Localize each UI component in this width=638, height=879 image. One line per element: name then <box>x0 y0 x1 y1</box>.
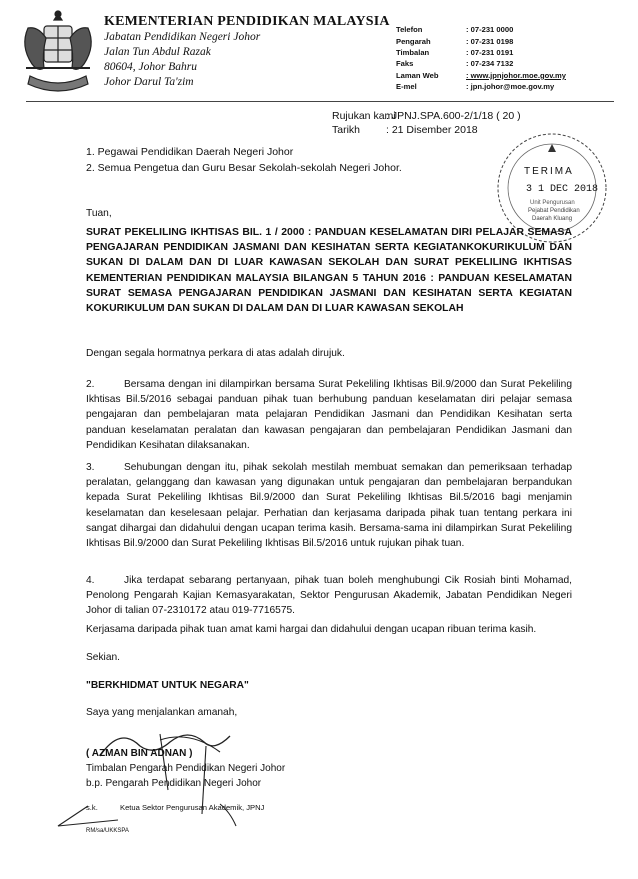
signatory-name: ( AZMAN BIN ADNAN ) <box>86 748 193 759</box>
letterhead-address <box>104 14 390 90</box>
paragraph-number: 4. <box>86 575 95 586</box>
website-link[interactable]: : www.jpnjohor.moe.gov.my <box>466 70 566 80</box>
date-value: : 21 Disember 2018 <box>386 124 478 136</box>
contact-value: : 07-231 0000 <box>466 25 514 35</box>
cc-value: Ketua Sektor Pengurusan Akademik, JPNJ <box>120 803 265 812</box>
contact-value: : 07-234 7132 <box>466 59 514 69</box>
paragraph-text: Bersama dengan ini dilampirkan bersama Surat Pekeliling Ikhtisas Bil.9/2000 dan Surat Pekeliling Ikhtisas Bil.5/2016 sebagai panduan pihak tuan berhubung panduan keselamatan diri pelajar semasa pengajaran dan pembelajaran mata pelajaran Pendidikan Jasmani dan Pendidikan Kesihatan serta panduan keselamatan peralatan dan kawasan pengajaran dan pembelajaran Pendidikan Jasmani dan Pendidikan Kesihatan dilaksanakan. <box>86 379 572 451</box>
stamp-line: Pejabat Pendidikan <box>528 208 580 214</box>
salutation: Tuan, <box>86 208 112 219</box>
paragraph-number: 2. <box>86 379 95 390</box>
contact-label: Pengarah <box>396 36 431 46</box>
paragraph-text: Sehubungan dengan itu, pihak sekolah mestilah membuat semakan dan pemeriksaan terhadap peralatan, gelanggang dan kawasan yang digunakan untuk pengajaran dan pembelajaran berpandukan kepada Surat Pekeliling Ikhtisas Bil.9/2000 dan Surat Pekeliling Ikhtisas Bil.5/2016 bagi menjamin keselamatan dan keselesaan pelajar. Perhatian dan kerjasama daripada pihak tuan tentang perkara ini sangat dihargai dan didahului dengan ucapan terima kasih. Bersama-sama ini dilampirkan Surat Pekeliling Ikhtisas Bil.9/2000 dan Surat Pekeliling Ikhtisas Bil.5/2016 untuk rujukan pihak tuan. <box>86 462 572 550</box>
opening-line: Dengan segala hormatnya perkara di atas adalah dirujuk. <box>86 348 345 359</box>
address-line: 80604, Johor Bahru <box>104 61 197 73</box>
subject-heading: SURAT PEKELILING IKHTISAS BIL. 1 / 2000 : PANDUAN KESELAMATAN DIRI PELAJAR SEMASA PENGAJARAN PENDIDIKAN JASMANI DAN KESIHATAN SERTA KEGIATANKOKURIKULUM DAN SUKAN DI DALAM DAN DI LUAR KAWASAN SEKOLAH DAN SURAT PEKELILING IKHTISAS KEMENTERIAN PENDIDIKAN MALAYSIA BILANGAN 5 TAHUN 2016 : PANDUAN KESELAMATAN SURAT SEMASA PENGAJARAN PENDIDIKAN JASMANI DAN KESIHATAN SERTA KEGIATAN KOKURIKULUM DAN SUKAN DI DALAM DAN DI LUAR KAWASAN SEKOLAH <box>86 227 572 315</box>
address-line: Jabatan Pendidikan Negeri Johor <box>104 31 261 43</box>
contact-label: Timbalan <box>396 47 430 57</box>
reference-line <box>332 110 521 122</box>
paragraph-4 <box>86 573 572 619</box>
contact-value: : 07-231 0198 <box>466 36 514 46</box>
contact-label: E-mel <box>396 82 417 92</box>
closing-line: Kerjasama daripada pihak tuan amat kami hargai dan didahului dengan ucapan ribuan terima kasih. <box>86 624 537 635</box>
contact-label: Laman Web <box>396 70 439 80</box>
signatory-title: b.p. Pengarah Pendidikan Negeri Johor <box>86 778 262 789</box>
recipient-item: 2. Semua Pengetua dan Guru Besar Sekolah-sekolah Negeri Johor. <box>86 162 402 174</box>
email-link[interactable]: : jpn.johor@moe.gov.my <box>466 82 555 92</box>
recipient-item: 1. Pegawai Pendidikan Daerah Negeri Johor <box>86 146 294 158</box>
contact-block <box>396 24 566 92</box>
date-label: Tarikh <box>332 124 361 136</box>
stamp-line: Unit Pengurusan <box>530 200 575 206</box>
signatory-title: Timbalan Pengarah Pendidikan Negeri Johor <box>86 763 286 774</box>
ref-label: Rujukan kami <box>332 110 396 122</box>
contact-label: Telefon <box>396 25 423 35</box>
stamp-terima: TERIMA <box>524 166 574 177</box>
header-divider <box>26 101 614 102</box>
address-line: Johor Darul Ta'zim <box>104 76 194 88</box>
saya-line: Saya yang menjalankan amanah, <box>86 707 238 718</box>
paragraph-number: 3. <box>86 462 95 473</box>
ministry-name: KEMENTERIAN PENDIDIKAN MALAYSIA <box>104 14 390 29</box>
paragraph-3 <box>86 460 572 551</box>
contact-value: : 07-231 0191 <box>466 47 514 57</box>
stamp-date: 3 1 DEC 2018 <box>526 184 599 195</box>
file-code: RM/sa/UKKSPA <box>86 828 129 834</box>
ref-value: : JPNJ.SPA.600-2/1/18 ( 20 ) <box>386 110 521 122</box>
sekian: Sekian. <box>86 652 120 663</box>
stamp-line: Daerah Kluang <box>532 216 573 222</box>
address-line: Jalan Tun Abdul Razak <box>104 46 211 58</box>
contact-label: Faks <box>396 59 414 69</box>
paragraph-text: Jika terdapat sebarang pertanyaan, pihak tuan boleh menghubungi Cik Rosiah binti Mohamad, Penolong Pengarah Kajian Kemasyarakatan, Sektor Pengurusan Akademik, Jabatan Pendidikan Negeri Johor di talian 07-2310172 atau 019-7716575. <box>86 575 572 617</box>
motto: "BERKHIDMAT UNTUK NEGARA" <box>86 680 249 691</box>
paragraph-2 <box>86 377 572 453</box>
cc-label: s.k. <box>86 803 98 812</box>
date-line <box>332 124 478 136</box>
coat-of-arms-icon <box>16 8 100 96</box>
